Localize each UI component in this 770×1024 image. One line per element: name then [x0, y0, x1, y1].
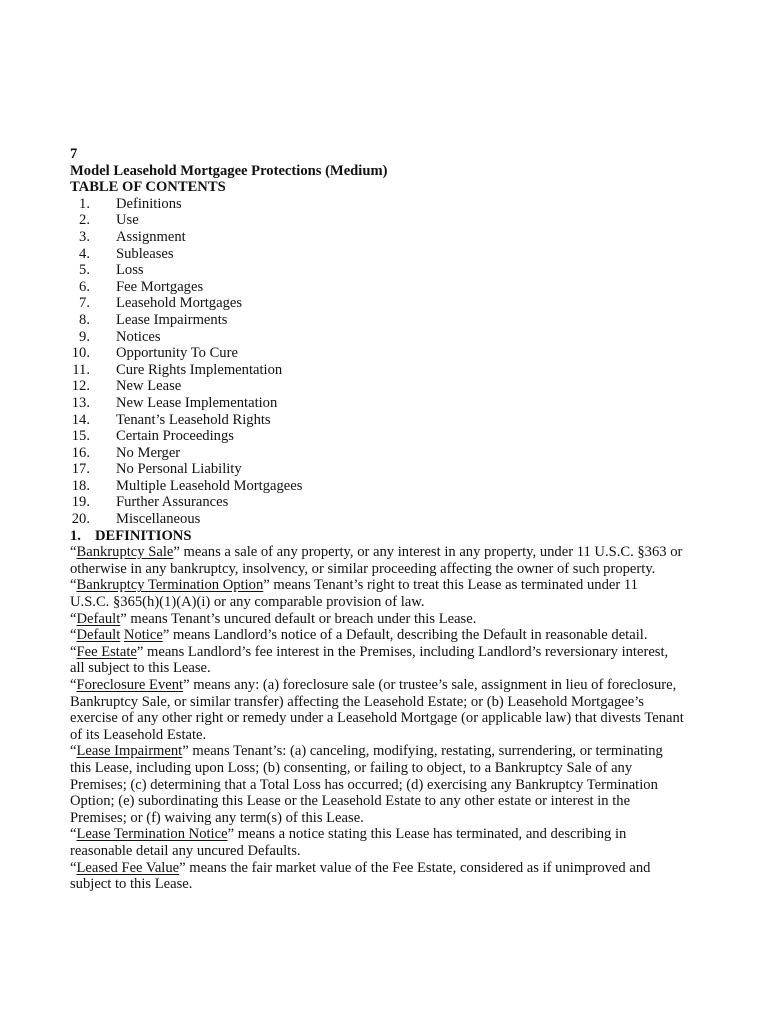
defined-term: Lease Termination Notice — [76, 826, 228, 843]
definition-text: subject to this Lease. — [70, 876, 193, 893]
definition-text: Option; (e) subordinating this Lease or the Leasehold Estate to any other estate or interest in the — [70, 793, 631, 810]
toc-item-no-personal-liability — [70, 461, 730, 478]
toc-item-number: 1. — [79, 195, 90, 212]
definition-text: ” means any: (a) foreclosure sale (or trustee’s sale, assignment in lieu of foreclosure, — [183, 677, 677, 693]
definition-text: Bankruptcy Sale, or similar transfer) affecting the Leasehold Estate; or (b) Leasehold Mortgagee’s — [70, 693, 644, 710]
definition-lease-impairment — [70, 743, 730, 826]
toc-item-multiple-leasehold-mortgagees — [70, 478, 730, 495]
definition-foreclosure-event — [70, 677, 730, 743]
definition-text: ” means Tenant’s right to treat this Lease as terminated under 11 — [263, 577, 638, 594]
toc-item-title: New Lease Implementation — [116, 394, 278, 411]
toc-item-title: Loss — [116, 262, 144, 279]
toc-item-opportunity-to-cure — [70, 345, 730, 362]
toc-item-title: Opportunity To Cure — [116, 345, 238, 362]
defined-term: Lease Impairment — [76, 743, 183, 760]
definition-text: U.S.C. §365(h)(1)(A)(i) or any comparable provision of law. — [70, 594, 425, 611]
toc-item-title: Fee Mortgages — [116, 278, 204, 295]
toc-item-miscellaneous — [70, 511, 730, 528]
toc-item-number: 2. — [79, 212, 90, 229]
toc-item-title: New Lease — [116, 378, 182, 395]
toc-item-title: Further Assurances — [116, 494, 229, 511]
toc-item-title: Assignment — [116, 228, 186, 245]
toc-item-number: 9. — [79, 328, 90, 345]
toc-item-number: 3. — [79, 228, 90, 245]
toc-item-title: Notices — [116, 328, 161, 345]
definition-default — [70, 611, 730, 628]
definition-text: Premises; (c) determining that a Total Loss has occurred; (d) exercising any Bankruptcy Termination — [70, 776, 658, 793]
toc-item-number: 4. — [79, 245, 90, 262]
defined-term: Foreclosure Event — [76, 677, 184, 693]
toc-item-use — [70, 212, 730, 229]
toc-item-number: 15. — [71, 428, 90, 445]
section-heading-definitions — [70, 528, 730, 545]
toc-item-leasehold-mortgages — [70, 295, 730, 312]
toc-item-number: 20. — [71, 511, 90, 528]
defined-term-part: Notice — [123, 627, 163, 644]
definition-text: this Lease, including upon Loss; (b) consenting, or failing to object, to a Bankruptcy Sale of any — [70, 759, 633, 776]
toc-item-fee-mortgages — [70, 279, 730, 296]
toc-item-certain-proceedings — [70, 428, 730, 445]
definition-bankruptcy-termination-option — [70, 577, 730, 610]
open-quote: “ — [70, 577, 77, 594]
definition-text: ” means Tenant’s uncured default or breach under this Lease. — [120, 610, 477, 627]
toc-item-title: Certain Proceedings — [116, 428, 234, 445]
document-title: Model Leasehold Mortgagee Protections (Medium) — [70, 162, 388, 179]
toc-item-title: Leasehold Mortgages — [116, 295, 243, 312]
open-quote: “ — [70, 743, 77, 760]
toc-item-number: 18. — [71, 477, 90, 494]
open-quote: “ — [70, 859, 77, 876]
toc-item-no-merger — [70, 445, 730, 462]
definition-bankruptcy-sale — [70, 544, 730, 577]
toc-item-title: Lease Impairments — [116, 311, 228, 328]
definition-text: all subject to this Lease. — [70, 660, 211, 677]
toc-item-number: 13. — [71, 394, 90, 411]
toc-item-title: Subleases — [116, 245, 174, 262]
definition-text: Premises; or (f) waiving any term(s) of this Lease. — [70, 809, 364, 826]
definition-text: ” means Landlord’s fee interest in the Premises, including Landlord’s reversionary interest, — [136, 643, 669, 660]
toc-item-number: 11. — [72, 361, 90, 378]
definition-text: reasonable detail any uncured Defaults. — [70, 842, 301, 859]
defined-term: Default — [76, 627, 121, 644]
definition-text: otherwise in any bankruptcy, insolvency, or similar proceeding affecting the owner of such property. — [70, 560, 656, 577]
toc-item-title: Use — [116, 212, 139, 229]
toc-item-number: 12. — [71, 378, 90, 395]
toc-item-title: Definitions — [116, 195, 182, 212]
toc-item-number: 16. — [71, 444, 90, 461]
page-number: 7 — [70, 146, 78, 162]
toc-item-title: Cure Rights Implementation — [116, 361, 283, 378]
open-quote: “ — [70, 627, 77, 644]
definition-fee-estate — [70, 644, 730, 677]
toc-item-number: 17. — [71, 461, 90, 478]
open-quote: “ — [70, 677, 77, 693]
defined-term: Default — [76, 610, 121, 627]
definitions-list — [70, 544, 730, 892]
toc-item-cure-rights-implementation — [70, 362, 730, 379]
document-page — [70, 146, 730, 893]
definition-lease-termination-notice — [70, 826, 730, 859]
open-quote: “ — [70, 826, 77, 843]
definition-text: exercise of any other right or remedy under a Leasehold Mortgage (or applicable law) that divests Tenant — [70, 710, 684, 727]
toc-item-number: 14. — [71, 411, 90, 428]
toc-item-new-lease-implementation — [70, 395, 730, 412]
toc-item-number: 8. — [79, 311, 90, 328]
open-quote: “ — [70, 544, 77, 561]
definition-text: ” means Tenant’s: (a) canceling, modifying, restating, surrendering, or terminating — [182, 743, 663, 760]
defined-term: Bankruptcy Termination Option — [76, 577, 264, 594]
toc-item-loss — [70, 262, 730, 279]
definition-text: ” means Landlord’s notice of a Default, describing the Default in reasonable detail. — [162, 627, 648, 644]
toc-item-number: 5. — [79, 262, 90, 279]
toc-item-number: 7. — [79, 295, 90, 312]
definition-default-notice — [70, 627, 730, 644]
toc-item-title: No Merger — [116, 444, 181, 461]
toc-item-new-lease — [70, 378, 730, 395]
definition-text: ” means a sale of any property, or any interest in any property, under 11 U.S.C. §363 or — [173, 544, 683, 561]
toc-item-number: 6. — [79, 278, 90, 295]
open-quote: “ — [70, 643, 77, 660]
definition-text: ” means a notice stating this Lease has terminated, and describing in — [227, 826, 627, 843]
definition-leased-fee-value — [70, 860, 730, 893]
toc-item-lease-impairments — [70, 312, 730, 329]
defined-term: Bankruptcy Sale — [76, 544, 174, 561]
open-quote: “ — [70, 610, 77, 627]
toc-heading: TABLE OF CONTENTS — [70, 179, 226, 196]
section-number: 1. — [70, 527, 81, 544]
toc-item-number: 10. — [71, 345, 90, 362]
toc-item-tenants-leasehold-rights — [70, 412, 730, 429]
definition-text: ” means the fair market value of the Fee Estate, considered as if unimproved and — [179, 859, 651, 876]
toc-item-definitions — [70, 196, 730, 213]
toc-item-assignment — [70, 229, 730, 246]
toc-item-title: No Personal Liability — [116, 461, 242, 478]
toc-item-title: Tenant’s Leasehold Rights — [116, 411, 271, 428]
toc-item-notices — [70, 329, 730, 346]
section-title: DEFINITIONS — [94, 527, 192, 544]
toc-item-title: Multiple Leasehold Mortgagees — [116, 477, 303, 494]
toc-item-number: 19. — [71, 494, 90, 511]
toc-item-title: Miscellaneous — [116, 511, 201, 528]
defined-term: Fee Estate — [76, 643, 137, 660]
table-of-contents — [70, 196, 730, 528]
toc-item-subleases — [70, 246, 730, 263]
definition-text: of its Leasehold Estate. — [70, 726, 207, 743]
defined-term: Leased Fee Value — [76, 859, 180, 876]
toc-item-further-assurances — [70, 494, 730, 511]
